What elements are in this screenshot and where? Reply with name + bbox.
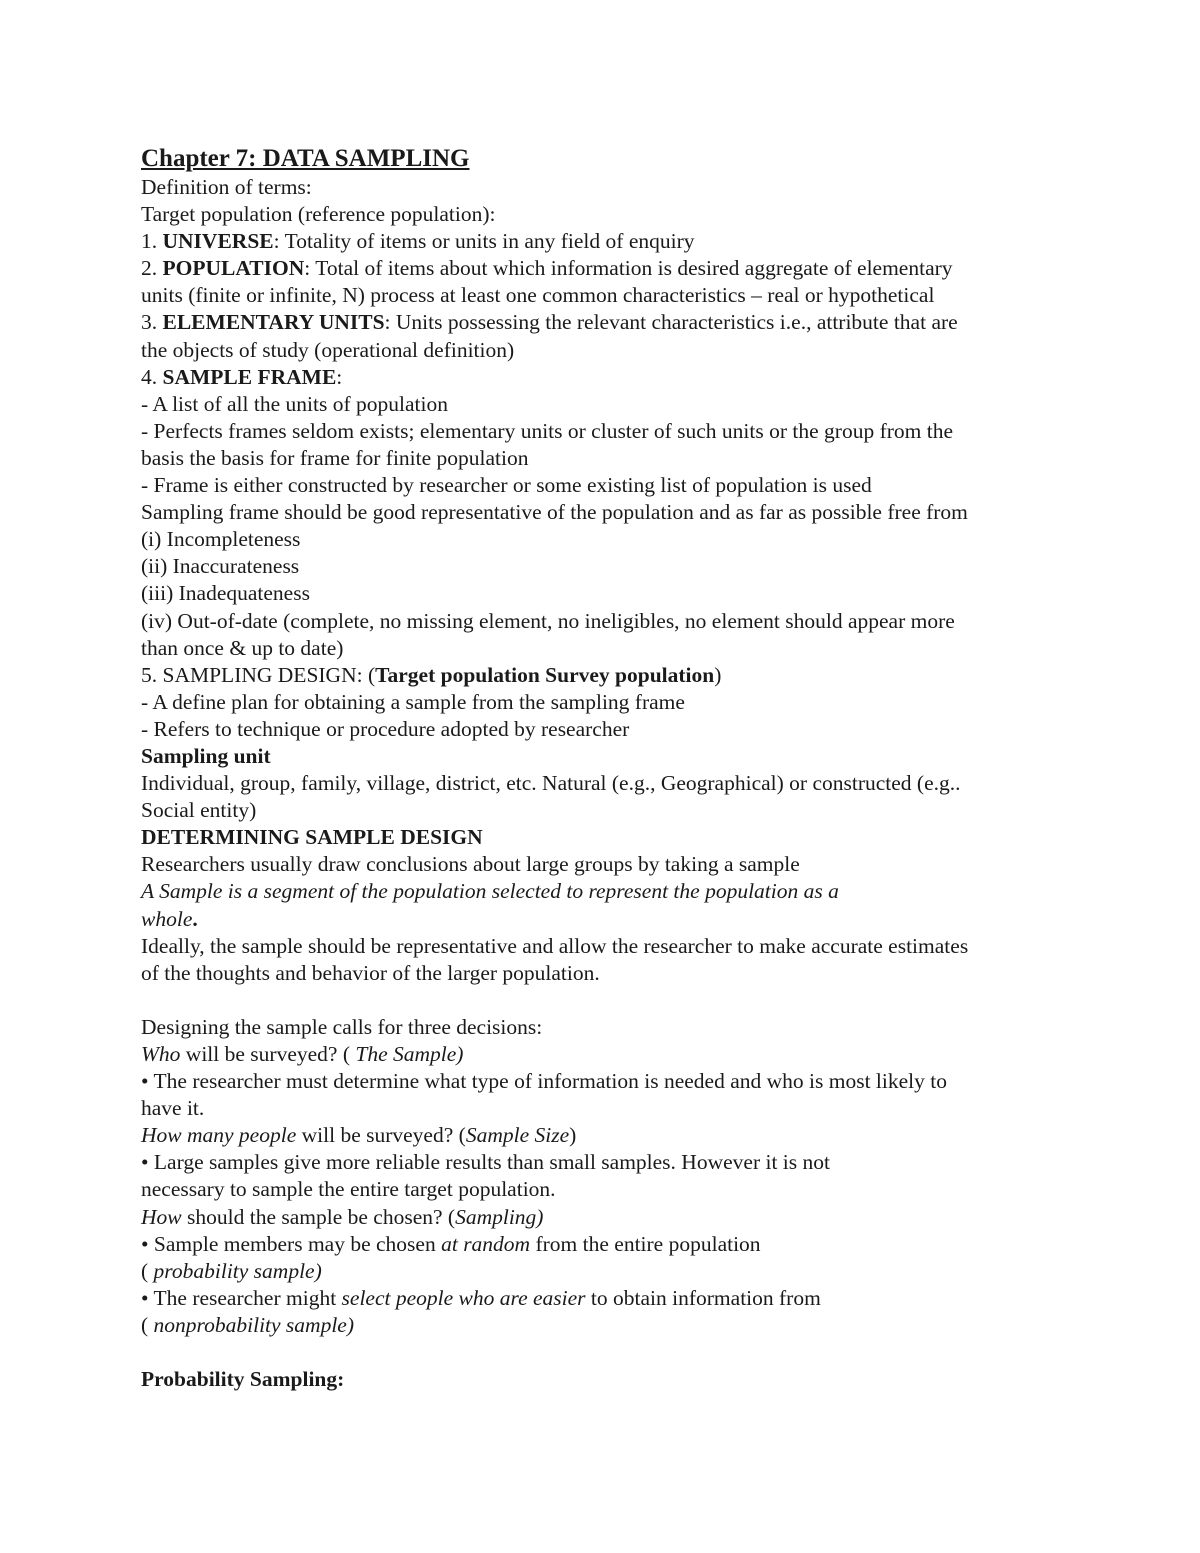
universe-term: UNIVERSE	[162, 229, 274, 254]
design-term: Target population Survey population	[375, 662, 715, 687]
bullet-item: • The researcher must determine what type of information is needed and who is most likely to	[141, 1069, 947, 1094]
ideal-text: Ideally, the sample should be representative and allow the researcher to make accurate estimates	[141, 933, 969, 958]
design-item: - A define plan for obtaining a sample from the sampling frame	[141, 689, 685, 714]
frame-line: 4. SAMPLE FRAME:	[141, 364, 343, 389]
frame-item: - Perfects frames seldom exists; elementary units or cluster of such units or the group from the	[141, 418, 954, 443]
bullet-item: • Sample members may be chosen at random from the entire population	[141, 1231, 761, 1256]
decisions-intro: Designing the sample calls for three decisions:	[141, 1014, 543, 1039]
design-line: 5. SAMPLING DESIGN: (Target population Survey population)	[141, 662, 722, 687]
bullet-item: • Large samples give more reliable results than small samples. However it is not	[141, 1150, 830, 1175]
how-question: How should the sample be chosen? (Sampling)	[141, 1204, 544, 1229]
sampling-unit-text-cont: Social entity)	[141, 798, 257, 823]
bullet-item-cont: ( probability sample)	[141, 1258, 322, 1283]
bullet-item-cont: ( nonprobability sample)	[141, 1312, 354, 1337]
definition-heading: Definition of terms:	[141, 175, 312, 199]
spacer	[141, 1339, 1081, 1366]
who-question: Who will be surveyed? ( The Sample)	[141, 1042, 464, 1066]
how-many-question: How many people will be surveyed? (Sample Size)	[141, 1123, 577, 1148]
population-term: POPULATION	[162, 256, 305, 281]
determining-heading: DETERMINING SAMPLE DESIGN	[141, 825, 483, 850]
universe-line: 1. UNIVERSE: Totality of items or units in any field of enquiry	[141, 229, 695, 254]
frame-item: - Frame is either constructed by researcher or some existing list of population is used	[141, 473, 872, 498]
elementary-line: 3. ELEMENTARY UNITS: Units possessing the relevant characteristics i.e., attribute that are	[141, 310, 958, 335]
elementary-term: ELEMENTARY UNITS	[162, 310, 385, 335]
determining-text: Researchers usually draw conclusions about large groups by taking a sample	[141, 852, 800, 877]
bullet-item-cont: necessary to sample the entire target population.	[141, 1177, 556, 1202]
roman-item: (i) Incompleteness	[141, 527, 301, 552]
sample-definition: A Sample is a segment of the population selected to represent the population as a	[141, 879, 839, 904]
ideal-text-cont: of the thoughts and behavior of the larger population.	[141, 960, 600, 985]
bullet-item-cont: have it.	[141, 1096, 205, 1121]
population-line: 2. POPULATION: Total of items about which information is desired aggregate of elementary	[141, 256, 953, 281]
sampling-unit-heading: Sampling unit	[141, 743, 271, 768]
bullet-item: • The researcher might select people who are easier to obtain information from	[141, 1285, 821, 1310]
roman-item: (iii) Inadequateness	[141, 581, 310, 606]
sampling-unit-text: Individual, group, family, village, district, etc. Natural (e.g., Geographical) or constructed (e.g..	[141, 771, 961, 796]
roman-item: (ii) Inaccurateness	[141, 554, 300, 579]
frame-term: SAMPLE FRAME	[162, 364, 337, 389]
elementary-line-cont: the objects of study (operational definition)	[141, 337, 515, 362]
frame-item-cont: basis the basis for frame for finite population	[141, 445, 529, 470]
population-line-cont: units (finite or infinite, N) process at least one common characteristics – real or hypothetical	[141, 283, 935, 308]
design-item: - Refers to technique or procedure adopted by researcher	[141, 716, 630, 741]
spacer	[141, 987, 1081, 1014]
frame-item: - A list of all the units of population	[141, 391, 448, 416]
target-population-line: Target population (reference population):	[141, 202, 496, 227]
sample-definition-cont: whole.	[141, 906, 198, 931]
probability-sampling-heading: Probability Sampling:	[141, 1367, 345, 1392]
roman-item: (iv) Out-of-date (complete, no missing element, no ineligibles, no element should appear more	[141, 608, 955, 633]
roman-item-cont: than once & up to date)	[141, 635, 344, 660]
document-page	[141, 144, 1081, 1393]
chapter-title: Chapter 7: DATA SAMPLING	[141, 145, 470, 172]
frame-note: Sampling frame should be good representative of the population and as far as possible free from	[141, 500, 968, 525]
